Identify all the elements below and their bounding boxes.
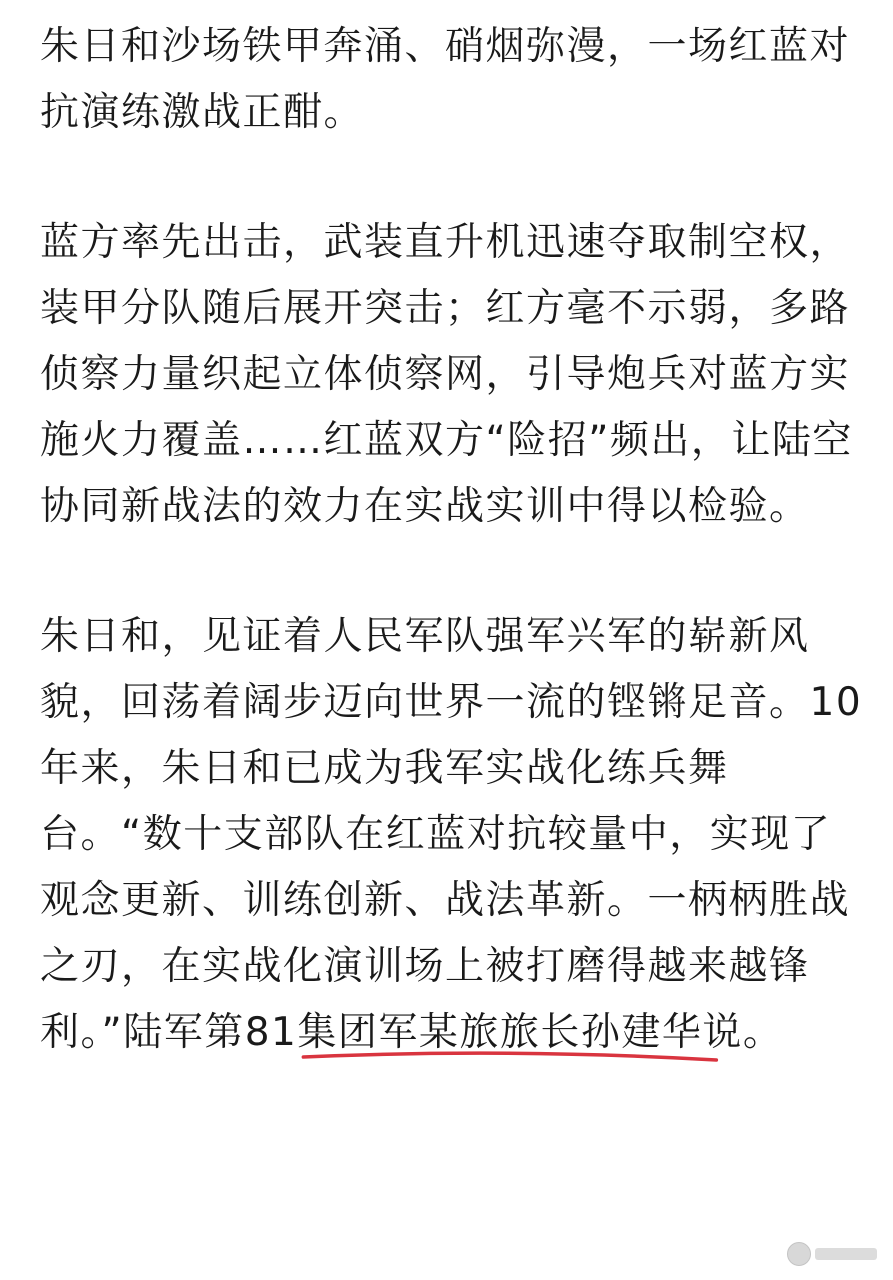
paragraph-3 bbox=[40, 604, 870, 1066]
paragraph-3-text: 朱日和，见证着人民军队强军兴军的崭新风貌，回荡着阔步迈向世界一流的铿锵足音。10年来，朱日和已成为我军实战化练兵舞台。“数十支部队在红蓝对抗较量中，实现了观念更新、训练创新、战法革新。一柄柄胜战之刃，在实战化演训场上被打磨得越来越锋利。”陆军第81 bbox=[40, 614, 863, 1055]
highlighted-text: 集团军某旅旅长孙建华 bbox=[297, 1010, 703, 1055]
paragraph-3-end: 说。 bbox=[702, 1010, 784, 1055]
article-body bbox=[40, 0, 870, 1130]
watermark-text-blur bbox=[815, 1248, 877, 1260]
paragraph-2: 蓝方率先出击，武装直升机迅速夺取制空权，装甲分队随后展开突击；红方毫不示弱，多路侦察力量织起立体侦察网，引导炮兵对蓝方实施火力覆盖……红蓝双方“险招”频出，让陆空协同新战法的效力在实战实训中得以检验。 bbox=[40, 220, 853, 529]
circle-logo-icon bbox=[787, 1242, 811, 1266]
paragraph-1: 朱日和沙场铁甲奔涌、硝烟弥漫，一场红蓝对抗演练激战正酣。 bbox=[40, 24, 851, 135]
watermark bbox=[787, 1242, 877, 1266]
